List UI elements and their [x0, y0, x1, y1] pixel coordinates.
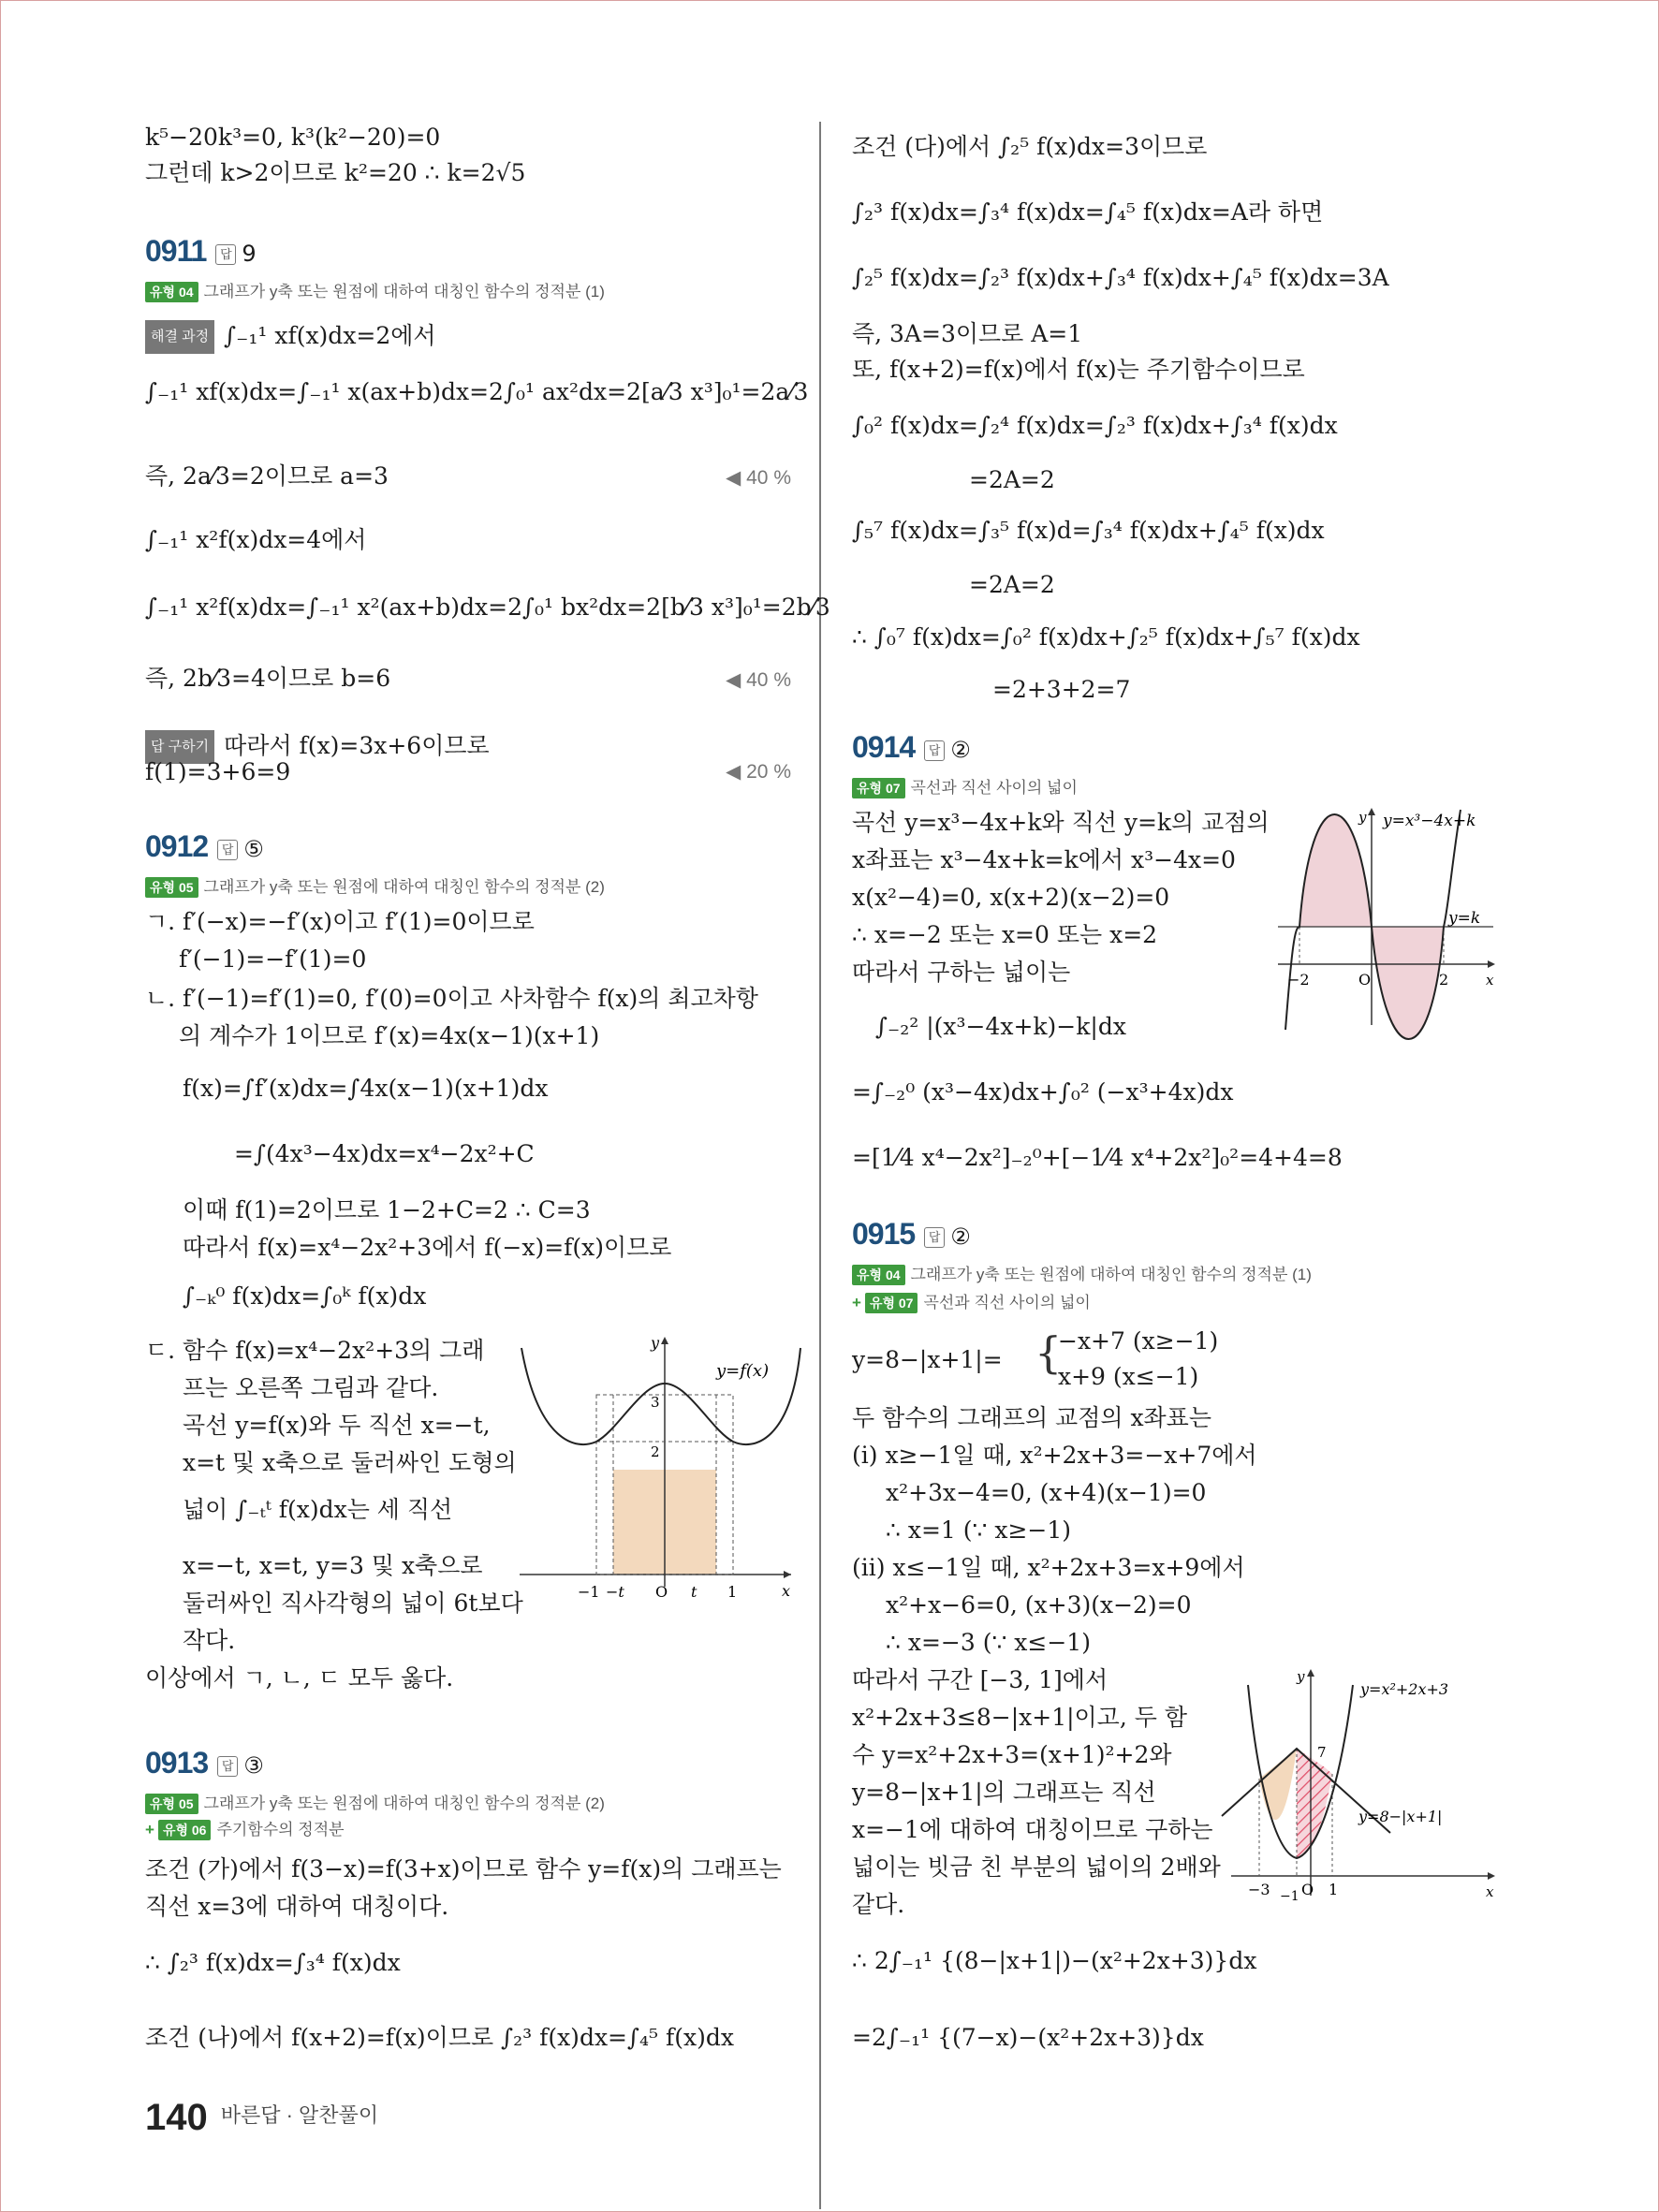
text-line: 이상에서 ㄱ, ㄴ, ㄷ 모두 옳다. — [145, 1664, 454, 1692]
equation-line: ∫₂³ f(x)dx=∫₃⁴ f(x)dx=∫₄⁵ f(x)dx=A라 하면 — [852, 198, 1324, 226]
graph-0914 — [1278, 805, 1503, 1030]
x-tick: −t — [606, 1583, 624, 1601]
score-percent: ◀ 40 % — [726, 669, 791, 691]
text-line: 곡선 y=x³−4x+k와 직선 y=k의 교점의 — [852, 809, 1270, 836]
x-tick: O — [1358, 971, 1372, 989]
text-line: 곡선 y=f(x)와 두 직선 x=−t, — [183, 1412, 491, 1439]
brace-icon: { — [1035, 1327, 1063, 1378]
y-tick: 3 — [651, 1394, 660, 1411]
step-badge: 해결 과정 — [145, 320, 214, 354]
text-line: x=−t, x=t, y=3 및 x축으로 — [183, 1552, 483, 1579]
equation-line: ∴ ∫₀⁷ f(x)dx=∫₀² f(x)dx+∫₂⁵ f(x)dx+∫₅⁷ f(x)dx — [852, 623, 1360, 651]
problem-number: 0912 — [145, 829, 209, 863]
x-tick: 1 — [727, 1583, 738, 1601]
equation-line: =[1⁄4 x⁴−2x²]₋₂⁰+[−1⁄4 x⁴+2x²]₀²=4+4=8 — [852, 1144, 1343, 1171]
equation-line: ∫₂⁵ f(x)dx=∫₂³ f(x)dx+∫₃⁴ f(x)dx+∫₄⁵ f(x)dx=3A — [852, 264, 1389, 291]
text-line: 직선 x=3에 대하여 대칭이다. — [145, 1893, 449, 1920]
text-line: 즉, 2a⁄3=2이므로 a=3 — [145, 462, 389, 490]
piecewise-case: x+9 (x≤−1) — [1058, 1363, 1199, 1390]
book-title: 바른답 · 알찬풀이 — [220, 2103, 379, 2127]
x-tick: 1 — [1329, 1881, 1339, 1898]
type-tag-secondary — [145, 1816, 345, 1840]
y-axis-arrow — [1307, 1669, 1314, 1677]
answer-label: 답 — [924, 1227, 945, 1248]
equation-line: ∫₀² f(x)dx=∫₂⁴ f(x)dx=∫₂³ f(x)dx+∫₃⁴ f(x)dx — [852, 412, 1338, 439]
equation-line: ∫₅⁷ f(x)dx=∫₃⁵ f(x)d=∫₃⁴ f(x)dx+∫₄⁵ f(x)dx — [852, 517, 1325, 544]
text-line: 넓이는 빗금 친 부분의 넓이의 2배와 — [852, 1853, 1221, 1881]
text-line: f′(−1)=−f′(1)=0 — [179, 945, 367, 973]
text-line: 따라서 구간 [−3, 1]에서 — [852, 1666, 1108, 1693]
equation-line: =∫(4x³−4x)dx=x⁴−2x²+C — [234, 1140, 535, 1167]
equation-line: ∫₋₁¹ x²f(x)dx=4에서 — [145, 526, 367, 553]
text-line: 넓이 ∫₋ₜᵗ f(x)dx는 세 직선 — [183, 1496, 453, 1523]
text-line: x=t 및 x축으로 둘러싸인 도형의 — [183, 1449, 517, 1476]
text-line: ㄷ. 함수 f(x)=x⁴−2x²+3의 그래 — [145, 1337, 485, 1364]
curve-label: y=x²+2x+3 — [1360, 1680, 1449, 1698]
problem-header-0915 — [852, 1217, 971, 1252]
type-tag-secondary — [852, 1289, 1091, 1313]
type-tag — [145, 873, 605, 898]
text-line: 따라서 구하는 넓이는 — [852, 959, 1071, 986]
text-line: x²+x−6=0, (x+3)(x−2)=0 — [886, 1591, 1192, 1619]
shaded-region-left — [1299, 814, 1372, 927]
page-footer — [145, 2097, 378, 2139]
text-line: x²+2x+3≤8−|x+1|이고, 두 함 — [852, 1704, 1187, 1731]
piecewise-case: −x+7 (x≥−1) — [1058, 1327, 1219, 1355]
equation-line: =2∫₋₁¹ {(7−x)−(x²+2x+3)}dx — [852, 2024, 1204, 2051]
page-number: 140 — [145, 2097, 208, 2138]
y-tick: 7 — [1317, 1744, 1327, 1761]
x-tick: t — [691, 1583, 697, 1601]
text-line: 작다. — [183, 1627, 236, 1654]
text-line: x좌표는 x³−4x+k=k에서 x³−4x=0 — [852, 846, 1236, 873]
y-axis-label: y — [1297, 1668, 1305, 1685]
equation-line: =2A=2 — [969, 571, 1055, 598]
step-badge: 답 구하기 — [145, 730, 214, 764]
problem-header-0914 — [852, 730, 971, 765]
text-line: ∴ x=−3 (∵ x≤−1) — [886, 1629, 1091, 1656]
answer-value: ② — [950, 737, 971, 763]
equation-line: 조건 (다)에서 ∫₂⁵ f(x)dx=3이므로 — [852, 133, 1208, 160]
curve-label: y=x³−4x+k — [1383, 812, 1476, 830]
type-tag — [852, 1261, 1312, 1285]
equation-line: y=8−|x+1|= — [852, 1346, 1003, 1373]
type-title: 그래프가 y축 또는 원점에 대하여 대칭인 함수의 정적분 (2) — [203, 1795, 605, 1812]
equation-line: =∫₋₂⁰ (x³−4x)dx+∫₀² (−x³+4x)dx — [852, 1078, 1234, 1106]
text-line: 즉, 2b⁄3=4이므로 b=6 — [145, 665, 391, 692]
answer-value: ③ — [243, 1752, 264, 1779]
type-tag — [852, 774, 1078, 798]
text-line: y=8−|x+1|의 그래프는 직선 — [852, 1779, 1156, 1806]
text-line: ∴ x=1 (∵ x≥−1) — [886, 1516, 1072, 1544]
equation-line: ∴ ∫₂³ f(x)dx=∫₃⁴ f(x)dx — [145, 1949, 401, 1976]
curve-label: y=f(x) — [716, 1361, 770, 1381]
column-divider — [819, 122, 821, 2209]
x-axis-label: x — [1486, 972, 1494, 989]
text-line: 즉, 3A=3이므로 A=1 — [852, 320, 1083, 347]
text-line: 이때 f(1)=2이므로 1−2+C=2 ∴ C=3 — [183, 1196, 591, 1223]
problem-header-0911 — [145, 234, 257, 269]
type-title: 그래프가 y축 또는 원점에 대하여 대칭인 함수의 정적분 (1) — [203, 283, 605, 300]
problem-number: 0914 — [852, 730, 916, 764]
y-axis-arrow — [661, 1337, 668, 1344]
text-line: 그런데 k>2이므로 k²=20 ∴ k=2√5 — [145, 159, 526, 186]
type-code: 유형 04 — [852, 1265, 905, 1285]
type-code: 유형 05 — [145, 1794, 198, 1814]
shaded-region-left — [1259, 1749, 1297, 1820]
equation-line: ∫₋₂² |(x³−4x+k)−k|dx — [875, 1013, 1126, 1040]
shaded-region-right — [1372, 927, 1444, 1039]
text-line: 답 구하기 따라서 f(x)=3x+6이므로 — [145, 730, 490, 764]
text-line: 수 y=x²+2x+3=(x+1)²+2와 — [852, 1741, 1172, 1768]
problem-header-0913 — [145, 1746, 264, 1780]
x-tick: −1 — [578, 1583, 600, 1601]
plus-icon: + — [145, 1821, 154, 1838]
answer-value: ② — [950, 1223, 971, 1250]
type-code: 유형 05 — [145, 877, 198, 898]
x-axis-arrow — [784, 1571, 791, 1578]
problem-number: 0911 — [145, 234, 207, 268]
type-tag — [145, 1790, 605, 1814]
x-tick: −3 — [1248, 1881, 1270, 1898]
x-axis-arrow — [1488, 960, 1495, 968]
graph-0915 — [1222, 1666, 1503, 1910]
score-percent: ◀ 20 % — [726, 761, 791, 783]
answer-label: 답 — [924, 740, 945, 761]
text-line: ㄱ. f′(−x)=−f′(x)이고 f′(1)=0이므로 — [145, 908, 535, 935]
text-line: f(1)=3+6=9 — [145, 758, 291, 785]
equation-line: ∫₋₁¹ xf(x)dx=∫₋₁¹ x(ax+b)dx=2∫₀¹ ax²dx=2[a⁄3 x³]₀¹=2a⁄3 — [145, 378, 809, 405]
x-axis-arrow — [1488, 1872, 1495, 1880]
type-tag — [145, 278, 605, 302]
type-title: 주기함수의 정적분 — [216, 1821, 345, 1838]
answer-value: ⑤ — [243, 836, 264, 862]
plus-icon: + — [852, 1294, 861, 1311]
type-title: 그래프가 y축 또는 원점에 대하여 대칭인 함수의 정적분 (2) — [203, 878, 605, 896]
problem-number: 0913 — [145, 1746, 209, 1780]
type-title: 곡선과 직선 사이의 넓이 — [910, 779, 1078, 797]
equation-line: ∫₋₁¹ x²f(x)dx=∫₋₁¹ x²(ax+b)dx=2∫₀¹ bx²dx=2[b⁄3 x³]₀¹=2b⁄3 — [145, 593, 830, 621]
type-code: 유형 07 — [865, 1293, 918, 1313]
text-line: 같다. — [852, 1891, 905, 1918]
text-line: 따라서 f(x)=x⁴−2x²+3에서 f(−x)=f(x)이므로 — [183, 1234, 672, 1261]
x-tick: −1 — [1280, 1889, 1299, 1904]
text-line: x=−1에 대하여 대칭이므로 구하는 — [852, 1816, 1213, 1843]
x-axis-label: x — [782, 1582, 791, 1600]
text-line: 두 함수의 그래프의 교점의 x좌표는 — [852, 1404, 1211, 1431]
text-line: 의 계수가 1이므로 f′(x)=4x(x−1)(x+1) — [179, 1022, 600, 1049]
type-title: 그래프가 y축 또는 원점에 대하여 대칭인 함수의 정적분 (1) — [910, 1266, 1312, 1283]
type-code: 유형 06 — [158, 1820, 212, 1840]
text-line: ㄴ. f′(−1)=f′(1)=0, f′(0)=0이고 사차함수 f(x)의 최고차항 — [145, 985, 758, 1012]
equation-line: ∴ 2∫₋₁¹ {(8−|x+1|)−(x²+2x+3)}dx — [852, 1947, 1257, 1974]
x-tick: 2 — [1439, 971, 1449, 989]
answer-value: 9 — [242, 241, 257, 267]
equation-line: f(x)=∫f′(x)dx=∫4x(x−1)(x+1)dx — [183, 1075, 549, 1102]
equation-line: =2+3+2=7 — [992, 676, 1131, 703]
problem-header-0912 — [145, 829, 264, 864]
answer-label: 답 — [217, 1756, 238, 1777]
x-axis-label: x — [1486, 1883, 1494, 1900]
x-tick: O — [1301, 1881, 1314, 1898]
type-code: 유형 07 — [852, 778, 905, 798]
equation-line: =2A=2 — [969, 466, 1055, 493]
text-line: (ⅰ) x≥−1일 때, x²+2x+3=−x+7에서 — [852, 1442, 1257, 1469]
text-line: 해결 과정 ∫₋₁¹ xf(x)dx=2에서 — [145, 320, 436, 354]
answer-label: 답 — [215, 244, 236, 265]
line-label: y=8−|x+1| — [1358, 1808, 1443, 1825]
y-axis-label: y — [1358, 809, 1367, 826]
problem-number: 0915 — [852, 1217, 916, 1251]
score-percent: ◀ 40 % — [726, 467, 791, 489]
x-tick: −2 — [1287, 971, 1310, 989]
text-line: 프는 오른쪽 그림과 같다. — [183, 1374, 439, 1401]
type-code: 유형 04 — [145, 282, 198, 302]
x-tick: O — [655, 1583, 668, 1601]
equation-line: ∫₋ₖ⁰ f(x)dx=∫₀ᵏ f(x)dx — [183, 1282, 427, 1310]
text-line: (ⅱ) x≤−1일 때, x²+2x+3=x+9에서 — [852, 1554, 1245, 1581]
text-line: 조건 (가)에서 f(3−x)=f(3+x)이므로 함수 y=f(x)의 그래프는 — [145, 1855, 782, 1882]
equation-line: 조건 (나)에서 f(x+2)=f(x)이므로 ∫₂³ f(x)dx=∫₄⁵ f(x)dx — [145, 2024, 734, 2051]
text-line: k⁵−20k³=0, k³(k²−20)=0 — [145, 124, 441, 151]
graph-0912 — [520, 1329, 800, 1601]
type-title: 곡선과 직선 사이의 넓이 — [923, 1294, 1091, 1311]
answer-label: 답 — [217, 840, 238, 860]
text-line: 또, f(x+2)=f(x)에서 f(x)는 주기함수이므로 — [852, 356, 1305, 383]
text-line: x²+3x−4=0, (x+4)(x−1)=0 — [886, 1479, 1207, 1506]
text-line: x(x²−4)=0, x(x+2)(x−2)=0 — [852, 884, 1170, 911]
line-label: y=k — [1448, 909, 1481, 928]
text-line: 둘러싸인 직사각형의 넓이 6t보다 — [183, 1589, 523, 1617]
y-axis-label: y — [651, 1334, 660, 1352]
y-axis-arrow — [1368, 808, 1375, 815]
text-line: ∴ x=−2 또는 x=0 또는 x=2 — [852, 921, 1158, 948]
y-tick: 2 — [651, 1443, 660, 1460]
